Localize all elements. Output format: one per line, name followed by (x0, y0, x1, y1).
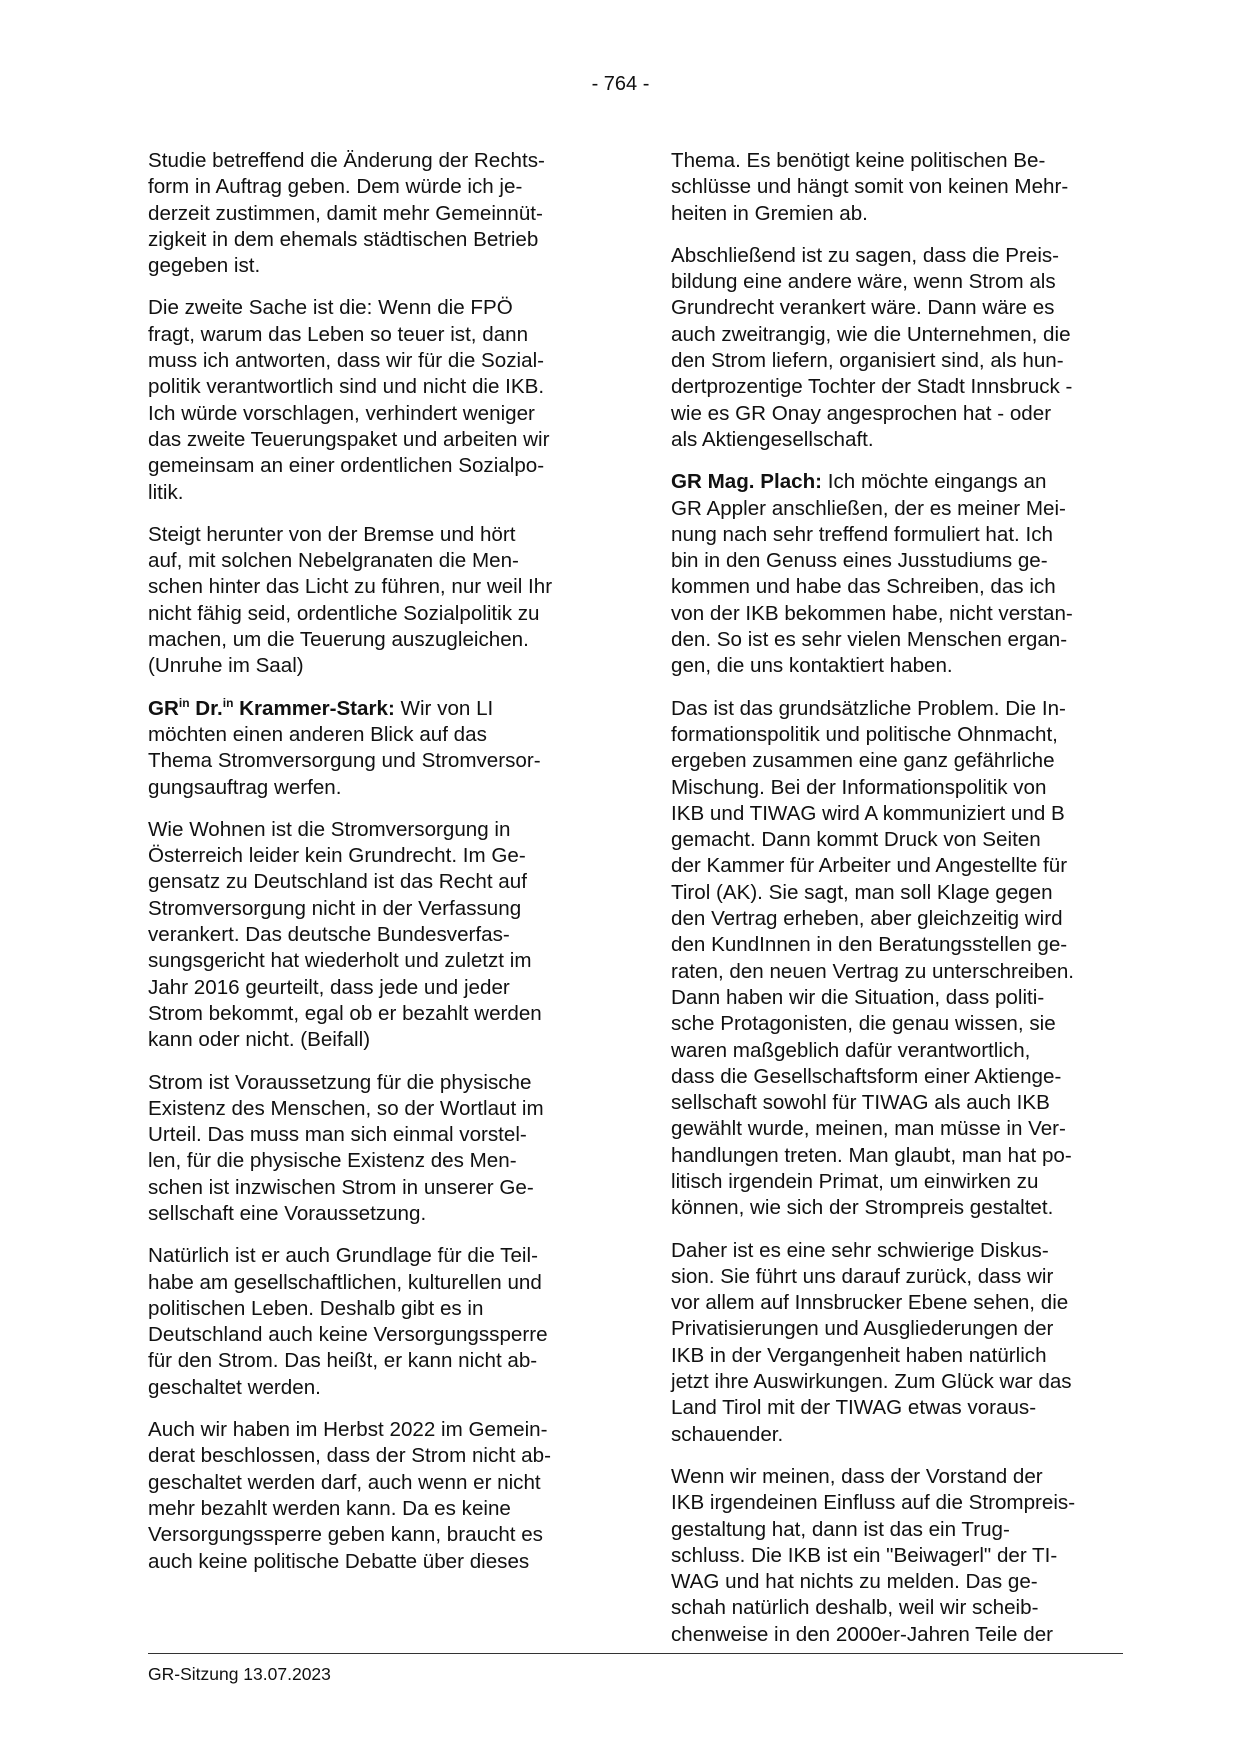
text-line: auch zweitrangig, wie die Unternehmen, die (671, 322, 1071, 346)
text-line: (Unruhe im Saal) (148, 654, 304, 678)
text-line: bildung eine andere wäre, wenn Strom als (671, 270, 1056, 294)
text-line: Daher ist es eine sehr schwierige Diskus- (671, 1238, 1049, 1262)
text-line: derzeit zustimmen, damit mehr Gemeinnüt- (148, 201, 543, 225)
gender-suffix: in (178, 695, 190, 710)
text-line: das zweite Teuerungspaket und arbeiten wir (148, 427, 550, 451)
speaker-surname: Krammer-Stark: (233, 696, 395, 720)
text-line: handlungen treten. Man glaubt, man hat po- (671, 1143, 1072, 1167)
text-line: den Strom liefern, organisiert sind, als hun- (671, 349, 1064, 373)
text-line: formationspolitik und politische Ohnmacht, (671, 722, 1058, 746)
text-line: Dann haben wir die Situation, dass politi- (671, 985, 1045, 1009)
text-line (148, 696, 593, 722)
text-line: nung nach sehr treffend formuliert hat. Ich (671, 522, 1053, 546)
paragraph (148, 1417, 593, 1575)
text-line: gemacht. Dann kommt Druck von Seiten (671, 828, 1041, 852)
text-line: Thema Stromversorgung und Stromversor- (148, 749, 541, 773)
text-line: auf, mit solchen Nebelgranaten die Men- (148, 549, 519, 573)
text-line: Wenn wir meinen, dass der Vorstand der (671, 1464, 1043, 1488)
speaker-name: GR Mag. Plach: (671, 470, 823, 494)
text-line: geschaltet werden darf, auch wenn er nicht (148, 1470, 541, 1494)
text-line: mehr bezahlt werden kann. Da es keine (148, 1496, 511, 1520)
text-line: Tirol (AK). Sie sagt, man soll Klage gegen (671, 880, 1053, 904)
paragraph (671, 148, 1123, 227)
text-line: für den Strom. Das heißt, er kann nicht ab- (148, 1349, 538, 1373)
text-line: raten, den neuen Vertrag zu unterschreiben. (671, 959, 1074, 983)
speaker-name (148, 697, 395, 720)
page-number: - 764 - (591, 73, 650, 95)
text-line: ergeben zusammen eine ganz gefährliche (671, 749, 1055, 773)
text-line: gungsauftrag werfen. (148, 775, 342, 799)
text-line: Das ist das grundsätzliche Problem. Die In- (671, 696, 1066, 720)
text-line: schluss. Die IKB ist ein "Beiwagerl" der TI- (671, 1543, 1058, 1567)
text-line: bin in den Genuss eines Jusstudiums ge- (671, 549, 1048, 573)
text-line: auch keine politische Debatte über dieses (148, 1549, 530, 1573)
text-line: Strom ist Voraussetzung für die physische (148, 1070, 532, 1094)
text-line: Österreich leider kein Grundrecht. Im Ge- (148, 844, 526, 868)
text-line: Wie Wohnen ist die Stromversorgung in (148, 817, 511, 841)
speaker-degree: Dr. (189, 696, 223, 720)
text-line: IKB in der Vergangenheit haben natürlich (671, 1343, 1047, 1367)
text-line: schen hinter das Licht zu führen, nur weil Ihr (148, 575, 553, 599)
text-line: gestaltung hat, dann ist das ein Trug- (671, 1517, 1010, 1541)
text-line: geschaltet werden. (148, 1375, 321, 1399)
text-line: gemeinsam an einer ordentlichen Sozialpo- (148, 454, 545, 478)
text-line: fragt, warum das Leben so teuer ist, dann (148, 322, 529, 346)
paragraph (148, 817, 593, 1054)
speaker-paragraph (671, 469, 1123, 679)
text-line: als Aktiengesellschaft. (671, 427, 874, 451)
text-line: sellschaft sowohl für TIWAG als auch IKB (671, 1091, 1050, 1115)
text-line: Urteil. Das muss man sich einmal vorstel- (148, 1123, 527, 1147)
text-line: Thema. Es benötigt keine politischen Be- (671, 149, 1046, 172)
text-line: derat beschlossen, dass der Strom nicht ab- (148, 1444, 551, 1468)
text-line: form in Auftrag geben. Dem würde ich je- (148, 175, 523, 199)
right-column (671, 148, 1123, 1664)
text-line: Abschließend ist zu sagen, dass die Preis- (671, 243, 1060, 267)
text-line: machen, um die Teuerung auszugleichen. (148, 628, 529, 652)
text-line: litisch irgendein Primat, um einwirken zu (671, 1169, 1039, 1193)
paragraph (148, 295, 593, 505)
text-line: vor allem auf Innsbrucker Ebene sehen, die (671, 1291, 1069, 1315)
text-line: Grundrecht verankert wäre. Dann wäre es (671, 296, 1055, 320)
paragraph (671, 1238, 1123, 1448)
text-line: politik verantwortlich sind und nicht die IKB. (148, 375, 545, 399)
footer-session-date: GR-Sitzung 13.07.2023 (148, 1664, 331, 1684)
left-column (148, 148, 593, 1591)
text-line: IKB und TIWAG wird A kommuniziert und B (671, 801, 1065, 825)
text-line: von der IKB bekommen habe, nicht verstan- (671, 601, 1073, 625)
text-line: Steigt herunter von der Bremse und hört (148, 522, 516, 546)
paragraph (671, 243, 1123, 453)
text-line: schah natürlich deshalb, weil wir scheib- (671, 1596, 1039, 1620)
text-line: dertprozentige Tochter der Stadt Innsbruck - (671, 375, 1073, 399)
text-line: den. So ist es sehr vielen Menschen ergan- (671, 628, 1068, 652)
text-line: len, für die physische Existenz des Men- (148, 1149, 517, 1173)
text-line: GR Appler anschließen, der es meiner Mei- (671, 496, 1066, 520)
text-line: Existenz des Menschen, so der Wortlaut im (148, 1096, 544, 1120)
text-line: Ich würde vorschlagen, verhindert weniger (148, 401, 535, 425)
text-line: schlüsse und hängt somit von keinen Mehr- (671, 175, 1069, 199)
text-line (671, 469, 1123, 495)
text-line: der Kammer für Arbeiter und Angestellte für (671, 854, 1068, 878)
text-line: kommen und habe das Schreiben, das ich (671, 575, 1056, 599)
text-line: sche Protagonisten, die genau wissen, sie (671, 1012, 1056, 1036)
text-line: schen ist inzwischen Strom in unserer Ge- (148, 1175, 534, 1199)
text-line: kann oder nicht. (Beifall) (148, 1028, 371, 1052)
text-line: heiten in Gremien ab. (671, 201, 868, 225)
footer-divider (148, 1653, 1123, 1654)
paragraph (148, 522, 593, 680)
text-line: den Vertrag erheben, aber gleichzeitig wird (671, 907, 1063, 931)
text-line: möchten einen anderen Blick auf das (148, 722, 487, 746)
paragraph (671, 696, 1123, 1222)
text-line: Die zweite Sache ist die: Wenn die FPÖ (148, 296, 513, 320)
speech-text: Wir von LI (394, 696, 494, 720)
gender-suffix: in (222, 695, 234, 710)
text-line: Studie betreffend die Änderung der Rechts- (148, 149, 545, 172)
text-line: sion. Sie führt uns darauf zurück, dass wir (671, 1264, 1054, 1288)
text-line: gegeben ist. (148, 254, 261, 278)
text-line: Versorgungssperre geben kann, braucht es (148, 1523, 543, 1547)
text-line: Jahr 2016 geurteilt, dass jede und jeder (148, 975, 510, 999)
text-line: Stromversorgung nicht in der Verfassung (148, 896, 522, 920)
text-line: gensatz zu Deutschland ist das Recht auf (148, 870, 527, 894)
text-line: Deutschland auch keine Versorgungssperre (148, 1323, 548, 1347)
text-line: jetzt ihre Auswirkungen. Zum Glück war das (671, 1370, 1072, 1394)
text-line: sungsgericht hat wiederholt und zuletzt im (148, 949, 532, 973)
text-line: Natürlich ist er auch Grundlage für die Teil- (148, 1244, 538, 1268)
text-line: Privatisierungen und Ausgliederungen der (671, 1317, 1054, 1341)
text-line: zigkeit in dem ehemals städtischen Betrieb (148, 227, 539, 251)
text-line: Mischung. Bei der Informationspolitik von (671, 775, 1047, 799)
speaker-title: GR (148, 696, 179, 720)
text-line: können, wie sich der Strompreis gestaltet. (671, 1196, 1054, 1220)
text-line: den KundInnen in den Beratungsstellen ge- (671, 933, 1068, 957)
text-line: sellschaft eine Voraussetzung. (148, 1201, 427, 1225)
text-line: nicht fähig seid, ordentliche Sozialpolitik zu (148, 601, 540, 625)
speaker-paragraph (148, 696, 593, 801)
text-line: schauender. (671, 1422, 784, 1446)
text-line: IKB irgendeinen Einfluss auf die Strompreis- (671, 1491, 1076, 1515)
paragraph (148, 1243, 593, 1401)
speech-text: Ich möchte eingangs an (822, 470, 1047, 494)
text-line: muss ich antworten, dass wir für die Sozial- (148, 349, 545, 373)
text-line: WAG und hat nichts zu melden. Das ge- (671, 1570, 1038, 1594)
text-line: habe am gesellschaftlichen, kulturellen und (148, 1270, 542, 1294)
text-line: chenweise in den 2000er-Jahren Teile der (671, 1622, 1053, 1646)
text-line: Land Tirol mit der TIWAG etwas voraus- (671, 1396, 1037, 1420)
text-line: Strom bekommt, egal ob er bezahlt werden (148, 1001, 542, 1025)
text-line: waren maßgeblich dafür verantwortlich, (671, 1038, 1031, 1062)
paragraph (148, 1070, 593, 1228)
text-line: Auch wir haben im Herbst 2022 im Gemein- (148, 1418, 548, 1442)
text-line: gen, die uns kontaktiert haben. (671, 654, 953, 678)
text-line: wie es GR Onay angesprochen hat - oder (671, 401, 1052, 425)
paragraph (148, 148, 593, 279)
text-line: gewählt wurde, meinen, man müsse in Ver- (671, 1117, 1066, 1141)
text-line: litik. (148, 480, 184, 504)
text-line: dass die Gesellschaftsform einer Aktienge- (671, 1064, 1062, 1088)
text-line: verankert. Das deutsche Bundesverfas- (148, 923, 510, 947)
text-line: politischen Leben. Deshalb gibt es in (148, 1296, 484, 1320)
paragraph (671, 1464, 1123, 1648)
